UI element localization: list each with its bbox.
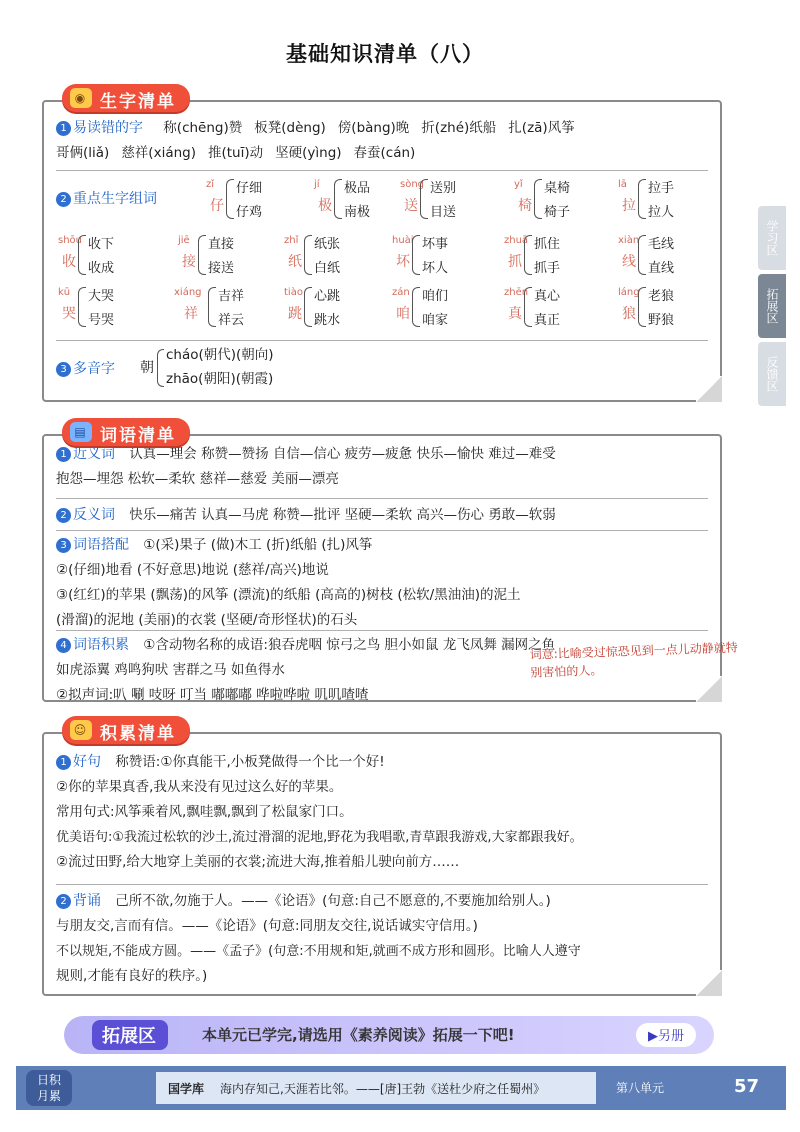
brace <box>304 287 312 327</box>
word: 哥俩(liǎ) <box>56 145 110 161</box>
word-group <box>178 233 278 279</box>
character: 送 <box>404 198 418 214</box>
word: 桌椅 <box>544 181 571 196</box>
text-line: 认真—理会 称赞—赞扬 自信—信心 疲劳—疲惫 快乐—愉快 难过—难受 <box>129 446 556 462</box>
text-line: 快乐—痛苦 认真—马虎 称赞—批评 坚硬—柔软 高兴—伤心 勇敢—软弱 <box>129 507 556 523</box>
brace <box>208 287 216 327</box>
character: 椅 <box>518 198 532 214</box>
panel-accumulation <box>42 732 722 996</box>
brace <box>78 235 86 275</box>
sec-easy-misread <box>56 116 708 166</box>
brace <box>534 179 542 219</box>
word: 拉手 <box>648 181 675 196</box>
reading-line: cháo(朝代)(朝向) <box>166 347 274 363</box>
pinyin: sòng <box>400 179 425 190</box>
word: 送别 <box>430 181 457 196</box>
owl-icon: ◉ <box>70 88 92 108</box>
character: 真 <box>508 306 522 322</box>
pinyin: lā <box>618 179 627 190</box>
word-group <box>206 177 306 223</box>
character: 狼 <box>622 306 636 322</box>
footer-quote: 海内存知己,天涯若比邻。——[唐]王勃《送杜少府之任蜀州》 <box>220 1082 546 1096</box>
text-line: ②(仔细)地看 (不好意思)地说 (慈祥/高兴)地说 <box>56 562 329 578</box>
word: 号哭 <box>88 313 115 328</box>
brace <box>638 287 646 327</box>
word: 大哭 <box>88 289 115 304</box>
pinyin: yǐ <box>514 179 523 190</box>
word: 跳水 <box>314 313 341 328</box>
number-badge: 4 <box>56 638 71 653</box>
word: 拉人 <box>648 205 675 220</box>
text-line: ②你的苹果真香,我从来没有见过这么好的苹果。 <box>56 779 343 795</box>
side-tabs <box>758 206 786 410</box>
character: 仔 <box>210 198 224 214</box>
badge-label: 积累清单 <box>100 724 176 744</box>
word: 坏人 <box>422 261 449 276</box>
sec-collocations <box>56 530 708 633</box>
brace <box>638 179 646 219</box>
word: 祥云 <box>218 313 245 328</box>
word: 推(tuī)动 <box>207 145 264 161</box>
word: 傍(bàng)晚 <box>337 120 410 136</box>
smile-icon: ☺ <box>70 720 92 740</box>
pinyin: huài <box>392 235 414 246</box>
text-line: ②拟声词:叭 唰 吱呀 叮当 嘟嘟嘟 哗啦哗啦 叽叽喳喳 <box>56 687 369 703</box>
word-group <box>504 285 604 331</box>
word: 椅子 <box>544 205 571 220</box>
pinyin: jí <box>314 179 320 190</box>
sec-antonyms <box>56 498 708 528</box>
text-line: 己所不欲,勿施于人。——《论语》(句意:自己不愿意的,不要施加给别人。) <box>115 893 551 909</box>
sec-synonyms <box>56 442 708 492</box>
panel-words <box>42 434 738 703</box>
number-badge: 3 <box>56 362 71 377</box>
text-line: 不以规矩,不能成方圆。——《孟子》(句意:不用规和矩,就画不成方形和圆形。比喻人人遵守 <box>56 944 581 959</box>
text-line: 抱怨—埋怨 松软—柔软 慈祥—慈爱 美丽—漂亮 <box>56 471 339 487</box>
footer <box>16 1066 786 1110</box>
brace <box>524 287 532 327</box>
text-line: 如虎添翼 鸡鸣狗吠 害群之马 如鱼得水 <box>56 662 285 678</box>
badge-accumulation <box>62 716 190 744</box>
text-line: 常用句式:风筝乘着风,飘哇飘,飘到了松鼠家门口。 <box>56 804 353 820</box>
word-group <box>174 285 274 331</box>
brace <box>412 287 420 327</box>
brace <box>157 349 164 387</box>
pinyin: kū <box>58 287 71 298</box>
text-line: 规则,才能有良好的秩序。) <box>56 968 208 984</box>
pinyin: jiē <box>178 235 190 246</box>
section-heading: 背诵 <box>73 893 101 909</box>
word: 仔鸡 <box>236 205 263 220</box>
word: 称(chēng)赞 <box>163 120 243 136</box>
word: 极品 <box>344 181 371 196</box>
pinyin: xiáng <box>174 287 202 298</box>
extension-bar <box>64 1016 714 1054</box>
character: 线 <box>622 254 636 270</box>
badge-label: 生字清单 <box>100 92 176 112</box>
word: 野狼 <box>648 313 675 328</box>
word-group <box>504 233 604 279</box>
number-badge: 1 <box>56 755 71 770</box>
extension-tag: 拓展区 <box>92 1020 168 1050</box>
word: 慈祥(xiáng) <box>121 145 196 161</box>
section-heading: 好句 <box>73 754 101 770</box>
text-line: 优美语句:①我流过松软的沙土,流过滑溜的泥地,野花为我唱歌,青草跟我游戏,大家都跟我好。 <box>56 830 583 845</box>
daily-label: 日积 <box>36 1073 61 1087</box>
side-tab-study[interactable]: 学习区 <box>758 206 786 270</box>
word: 扎(zā)风筝 <box>508 120 575 136</box>
sec-polyphonic <box>56 340 708 396</box>
number-badge: 1 <box>56 121 71 136</box>
daily-badge <box>26 1070 72 1106</box>
word: 坚硬(yìng) <box>275 145 342 161</box>
text-line: ③(红红)的苹果 (飘荡)的风筝 (漂流)的纸船 (高高的)树枝 (松软/黑油油)的泥土 <box>56 587 521 603</box>
word: 接送 <box>208 261 235 276</box>
section-heading: 易读错的字 <box>73 120 143 136</box>
character: 坏 <box>396 254 410 270</box>
badge-characters <box>62 84 190 112</box>
word-group <box>392 233 492 279</box>
text-line: (滑溜)的泥地 (美丽)的衣裳 (坚硬/奇形怪状)的石头 <box>56 612 358 628</box>
side-tab-extension[interactable]: 拓展区 <box>758 274 786 338</box>
word: 咱家 <box>422 313 449 328</box>
word-group <box>618 285 718 331</box>
page-number: 57 <box>734 1076 760 1097</box>
side-tab-feedback[interactable]: 反馈区 <box>758 342 786 406</box>
word-group <box>392 285 492 331</box>
character: 咱 <box>396 306 410 322</box>
pinyin: zán <box>392 287 410 298</box>
sec-key-words <box>56 170 708 340</box>
pinyin: xiàn <box>618 235 640 246</box>
pinyin: zhēn <box>504 287 529 298</box>
pinyin: zǐ <box>206 179 215 190</box>
word: 南极 <box>344 205 371 220</box>
word: 坏事 <box>422 237 449 252</box>
word: 心跳 <box>314 289 341 304</box>
word-group <box>58 285 158 331</box>
text-line: ②流过田野,给大地穿上美丽的衣裳;流进大海,推着船儿驶向前方…… <box>56 854 460 870</box>
word: 咱们 <box>422 289 449 304</box>
word: 板凳(dèng) <box>254 120 326 136</box>
other-book-button[interactable]: ▶另册 <box>636 1023 696 1047</box>
section-heading: 词语搭配 <box>73 537 129 553</box>
pinyin: shōu <box>58 235 83 246</box>
word: 收下 <box>88 237 115 252</box>
badge-label: 词语清单 <box>100 426 176 446</box>
brace <box>524 235 532 275</box>
word-group <box>618 177 718 223</box>
pinyin: zhǐ <box>284 235 299 246</box>
badge-words <box>62 418 190 446</box>
word: 真正 <box>534 313 561 328</box>
handwritten-note: 词意:比喻受过惊恐见到一点儿动静就特别害怕的人。 <box>529 640 738 680</box>
character: 纸 <box>288 254 302 270</box>
reading-line: zhāo(朝阳)(朝霞) <box>166 371 274 387</box>
character: 祥 <box>184 306 198 322</box>
brace <box>334 179 342 219</box>
word-group <box>284 285 384 331</box>
brace <box>226 179 234 219</box>
word: 春蚕(cán) <box>353 145 416 161</box>
character: 接 <box>182 254 196 270</box>
sec-good-sentences <box>56 750 708 875</box>
word: 抓住 <box>534 237 561 252</box>
page-title: 基础知识清单（八） <box>286 42 484 66</box>
character: 拉 <box>622 198 636 214</box>
daily-label: 月累 <box>36 1089 61 1103</box>
word: 目送 <box>430 205 457 220</box>
brace <box>412 235 420 275</box>
word: 真心 <box>534 289 561 304</box>
book-icon: ▤ <box>70 422 92 442</box>
word-group <box>314 177 414 223</box>
text-line: 称赞语:①你真能干,小板凳做得一个比一个好! <box>115 754 385 770</box>
character: 抓 <box>508 254 522 270</box>
word-group <box>618 233 718 279</box>
brace <box>198 235 206 275</box>
pinyin: tiào <box>284 287 303 298</box>
character: 收 <box>62 254 76 270</box>
pinyin: zhuā <box>504 235 529 246</box>
word-group <box>58 233 158 279</box>
number-badge: 2 <box>56 192 71 207</box>
word: 老狼 <box>648 289 675 304</box>
word: 收成 <box>88 261 115 276</box>
number-badge: 3 <box>56 538 71 553</box>
extension-text: 本单元已学完,请选用《素养阅读》拓展一下吧! <box>202 1026 515 1044</box>
word: 纸张 <box>314 237 341 252</box>
brace <box>304 235 312 275</box>
word: 抓手 <box>534 261 561 276</box>
number-badge: 2 <box>56 894 71 909</box>
panel-characters <box>42 100 722 402</box>
brace <box>638 235 646 275</box>
number-badge: 2 <box>56 508 71 523</box>
word: 吉祥 <box>218 289 245 304</box>
word-group <box>400 177 500 223</box>
text-line: ①含动物名称的成语:狼吞虎咽 惊弓之鸟 胆小如鼠 龙飞凤舞 漏网之鱼 <box>143 637 556 653</box>
number-badge: 1 <box>56 447 71 462</box>
brace <box>420 179 428 219</box>
word: 毛线 <box>648 237 675 252</box>
brace <box>78 287 86 327</box>
section-heading: 反义词 <box>73 507 115 523</box>
character: 极 <box>318 198 332 214</box>
word: 折(zhé)纸船 <box>421 120 497 136</box>
section-heading: 词语积累 <box>73 637 129 653</box>
polyphonic-char: 朝 <box>140 360 154 376</box>
pinyin: láng <box>618 287 640 298</box>
unit-label: 第八单元 <box>616 1081 665 1095</box>
word: 仔细 <box>236 181 263 196</box>
section-heading: 近义词 <box>73 446 115 462</box>
word: 白纸 <box>314 261 341 276</box>
section-heading: 重点生字组词 <box>73 191 157 207</box>
word: 直线 <box>648 261 675 276</box>
text-line: ①(采)果子 (做)木工 (折)纸船 (扎)风筝 <box>143 537 373 553</box>
text-line: 与朋友交,言而有信。——《论语》(句意:同朋友交往,说话诚实守信用。) <box>56 918 478 934</box>
section-heading: 多音字 <box>73 361 115 377</box>
library-label: 国学库 <box>168 1082 205 1096</box>
character: 哭 <box>62 306 76 322</box>
character: 跳 <box>288 306 302 322</box>
word: 直接 <box>208 237 235 252</box>
word-group <box>514 177 614 223</box>
sec-recitation <box>56 884 708 989</box>
word-group <box>284 233 384 279</box>
